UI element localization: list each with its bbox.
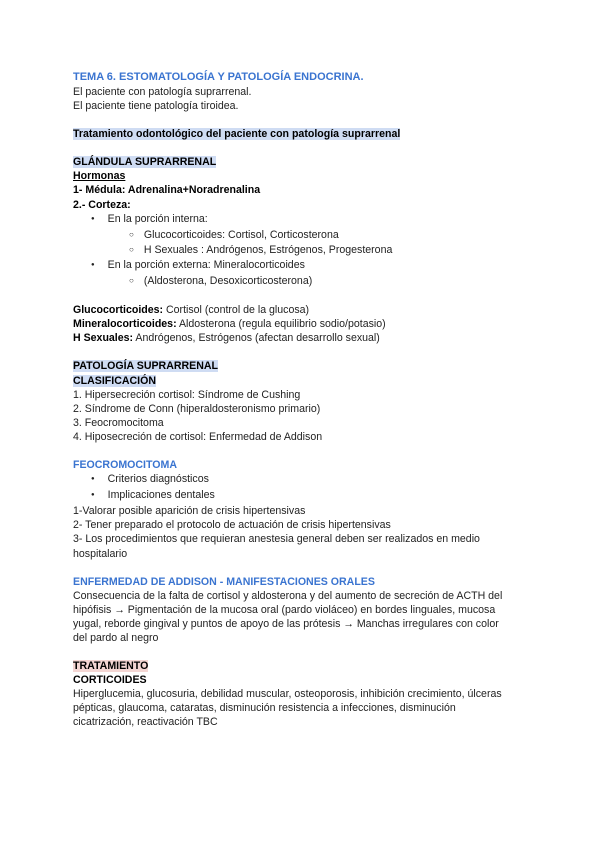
- medula-line: 1- Médula: Adrenalina+Noradrenalina: [73, 184, 261, 197]
- section-heading-tratamiento: TRATAMIENTO: [73, 660, 149, 673]
- section-heading-addison: ENFERMEDAD DE ADDISON - MANIFESTACIONES ORALES: [73, 575, 375, 588]
- gland-heading: GLÁNDULA SUPRARRENAL: [73, 156, 217, 169]
- intro-line: El paciente con patología suprarrenal.: [73, 86, 252, 98]
- list-item: 2. Síndrome de Conn (hiperaldosteronismo primario): [73, 402, 321, 415]
- list-item: ○ H Sexuales : Andrógenos, Estrógenos, Progesterona: [73, 243, 513, 258]
- list-item: ○ (Aldosterona, Desoxicorticosterona): [73, 274, 513, 289]
- intro-line: El paciente tiene patología tiroidea.: [73, 100, 239, 113]
- list-item: ● En la porción interna:: [73, 212, 513, 228]
- section-heading-feocromocitoma: FEOCROMOCITOMA: [73, 458, 177, 471]
- document-title: TEMA 6. ESTOMATOLOGÍA Y PATOLOGÍA ENDOCRINA.: [73, 71, 364, 83]
- list-item: 3. Feocromocitoma: [73, 416, 164, 429]
- hormonas-heading: Hormonas: [73, 170, 126, 183]
- document-page: [73, 70, 513, 730]
- definition-line: Glucocorticoides: Cortisol (control de la glucosa): [73, 304, 310, 317]
- list-item: ○ Glucocorticoides: Cortisol, Corticosterona: [73, 228, 513, 243]
- clasificacion-heading: CLASIFICACIÓN: [73, 374, 156, 387]
- section-heading-suprarrenal-treatment: Tratamiento odontológico del paciente con patología suprarrenal: [73, 128, 401, 141]
- list-item: 4. Hiposecreción de cortisol: Enfermedad de Addison: [73, 430, 323, 443]
- definition-line: H Sexuales: Andrógenos, Estrógenos (afectan desarrollo sexual): [73, 332, 380, 345]
- list-item: 1. Hipersecreción cortisol: Síndrome de Cushing: [73, 388, 301, 401]
- list-item: ● Criterios diagnósticos: [73, 472, 513, 488]
- list-item: 2- Tener preparado el protocolo de actuación de crisis hipertensivas: [73, 519, 391, 532]
- list-item: ● Implicaciones dentales: [73, 488, 513, 504]
- section-heading-patologia: PATOLOGÍA SUPRARRENAL: [73, 360, 218, 373]
- definition-line: Mineralocorticoides: Aldosterona (regula equilibrio sodio/potasio): [73, 318, 386, 331]
- list-item: ● En la porción externa: Mineralocorticoides: [73, 258, 513, 274]
- list-item: 3- Los procedimientos que requieran anestesia general deben ser realizados en medio hospitalario: [73, 533, 480, 560]
- paragraph: Consecuencia de la falta de cortisol y aldosterona y del aumento de secreción de ACTH del hipófisis → Pigmentación de la mucosa oral (pardo violáceo) en bordes linguales, mucosa yugal, reborde gingival y puntos de apoyo de las prótesis → Manchas irregulares con color del pardo al negro: [73, 589, 503, 644]
- paragraph: Hiperglucemia, glucosuria, debilidad muscular, osteoporosis, inhibición crecimiento, úlceras pépticas, glaucoma, cataratas, disminución resistencia a infecciones, disminución cicatrización, reactivación TBC: [73, 688, 502, 729]
- list-item: 1-Valorar posible aparición de crisis hipertensivas: [73, 505, 306, 518]
- corteza-line: 2.- Corteza:: [73, 198, 131, 211]
- corticoides-heading: CORTICOIDES: [73, 674, 147, 687]
